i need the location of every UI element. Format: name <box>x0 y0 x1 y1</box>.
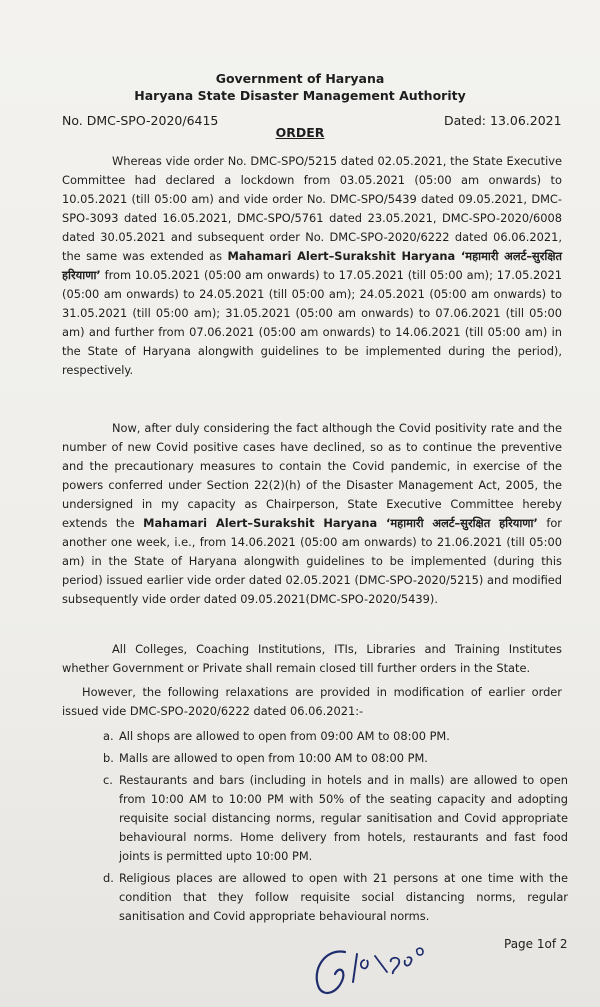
p2-text-a: Now, after duly considering the fact although the Covid positivity rate and the number of new Covid positive cases have declined, so as to continue the preventive and the precautionary measures to contain the Covid pandemic, in exercise of the powers conferred under Section 22(2)(h) of the Disaster Management Act, 2005, the undersigned in my capacity as Chairperson, State Executive Committee hereby extends the <box>62 421 562 530</box>
list-item <box>103 749 568 768</box>
list-item <box>103 771 568 866</box>
p2-campaign-name: Mahamari Alert–Surakshit Haryana ‘महामारी अलर्ट–सुरक्षित हरियाणा’ <box>143 516 538 530</box>
page-title: ORDER <box>275 125 325 140</box>
p2-text-b: for another one week, i.e., from 14.06.2021 (05:00 am onwards) to 21.06.2021 (till 05:00 am) in the State of Haryana alongwith guidelines to be implemented (during this period) issued earlier vide order dated 02.05.2021 (DMC-SPO-2020/5215) and modified subsequently vide order dated 09.05.2021(DMC-SPO-2020/5439). <box>62 516 562 606</box>
paragraph-lockdown-history <box>62 152 562 380</box>
signature-image <box>305 930 455 1000</box>
order-reference-number: No. DMC-SPO-2020/6415 <box>62 113 219 128</box>
paragraph-relaxations-intro: However, the following relaxations are provided in modification of earlier order issued vide DMC-SPO-2020/6222 dated 06.06.2021:- <box>62 685 562 718</box>
p1-campaign-name: Mahamari Alert–Surakshit Haryana ‘महामारी अलर्ट–सुरक्षित हरियाणा’ <box>62 249 562 282</box>
authority-title: Haryana State Disaster Management Authority <box>134 88 466 103</box>
p1-text-a: Whereas vide order No. DMC-SPO/5215 dated 02.05.2021, the State Executive Committee had declared a lockdown from 03.05.2021 (05:00 am onwards) to 10.05.2021 (till 05:00 am) and vide order No. DMC-SPO/5439 dated 09.05.2021, DMC-SPO-3093 dated 16.05.2021, DMC-SPO/5761 dated 23.05.2021, DMC-SPO-2020/6008 dated 30.05.2021 and subsequent order No. DMC-SPO-2020/6222 dated 06.06.2021, the same was extended as <box>62 154 562 263</box>
list-item-text: Restaurants and bars (including in hotels and in malls) are allowed to open from 10:00 AM to 10:00 PM with 50% of the seating capacity and adopting requisite social distancing norms, regular sanitisation and Covid appropriate behavioural norms. Home delivery from hotels, restaurants and fast food joints is permitted upto 10:00 PM. <box>119 773 568 863</box>
p1-text-b: from 10.05.2021 (05:00 am onwards) to 17.05.2021 (till 05:00 am); 17.05.2021 (05:00 am onwards) to 24.05.2021 (till 05:00 am); 24.05.2021 (05:00 am onwards) to 31.05.2021 (till 05:00 am); 31.05.2021 (05:00 am onwards) to 07.06.2021 (till 05:00 am) and further from 07.06.2021 (05:00 am onwards) to 14.06.2021 (till 05:00 am) in the State of Haryana alongwith guidelines to be implemented during the period), respectively. <box>62 268 562 377</box>
list-item <box>103 727 568 746</box>
page-number: Page 1of 2 <box>504 937 568 951</box>
list-item-text: All shops are allowed to open from 09:00 AM to 08:00 PM. <box>119 729 450 743</box>
list-item-text: Religious places are allowed to open with 21 persons at one time with the condition that they follow requisite social distancing norms, regular sanitisation and Covid appropriate behavioural norms. <box>119 871 568 923</box>
list-item-marker: b. <box>103 751 114 765</box>
government-title: Government of Haryana <box>215 71 385 86</box>
list-item-marker: c. <box>103 773 113 787</box>
paragraph-extension <box>62 419 562 609</box>
list-item-marker: d. <box>103 871 114 885</box>
paragraph-institutions-closed: All Colleges, Coaching Institutions, ITIs, Libraries and Training Institutes whether Government or Private shall remain closed till further orders in the State. <box>62 642 562 675</box>
letterhead <box>0 70 600 104</box>
relaxations-list <box>103 727 568 929</box>
list-item <box>103 869 568 926</box>
order-date: Dated: 13.06.2021 <box>444 113 562 128</box>
list-item-marker: a. <box>103 729 114 743</box>
list-item-text: Malls are allowed to open from 10:00 AM to 08:00 PM. <box>119 751 428 765</box>
